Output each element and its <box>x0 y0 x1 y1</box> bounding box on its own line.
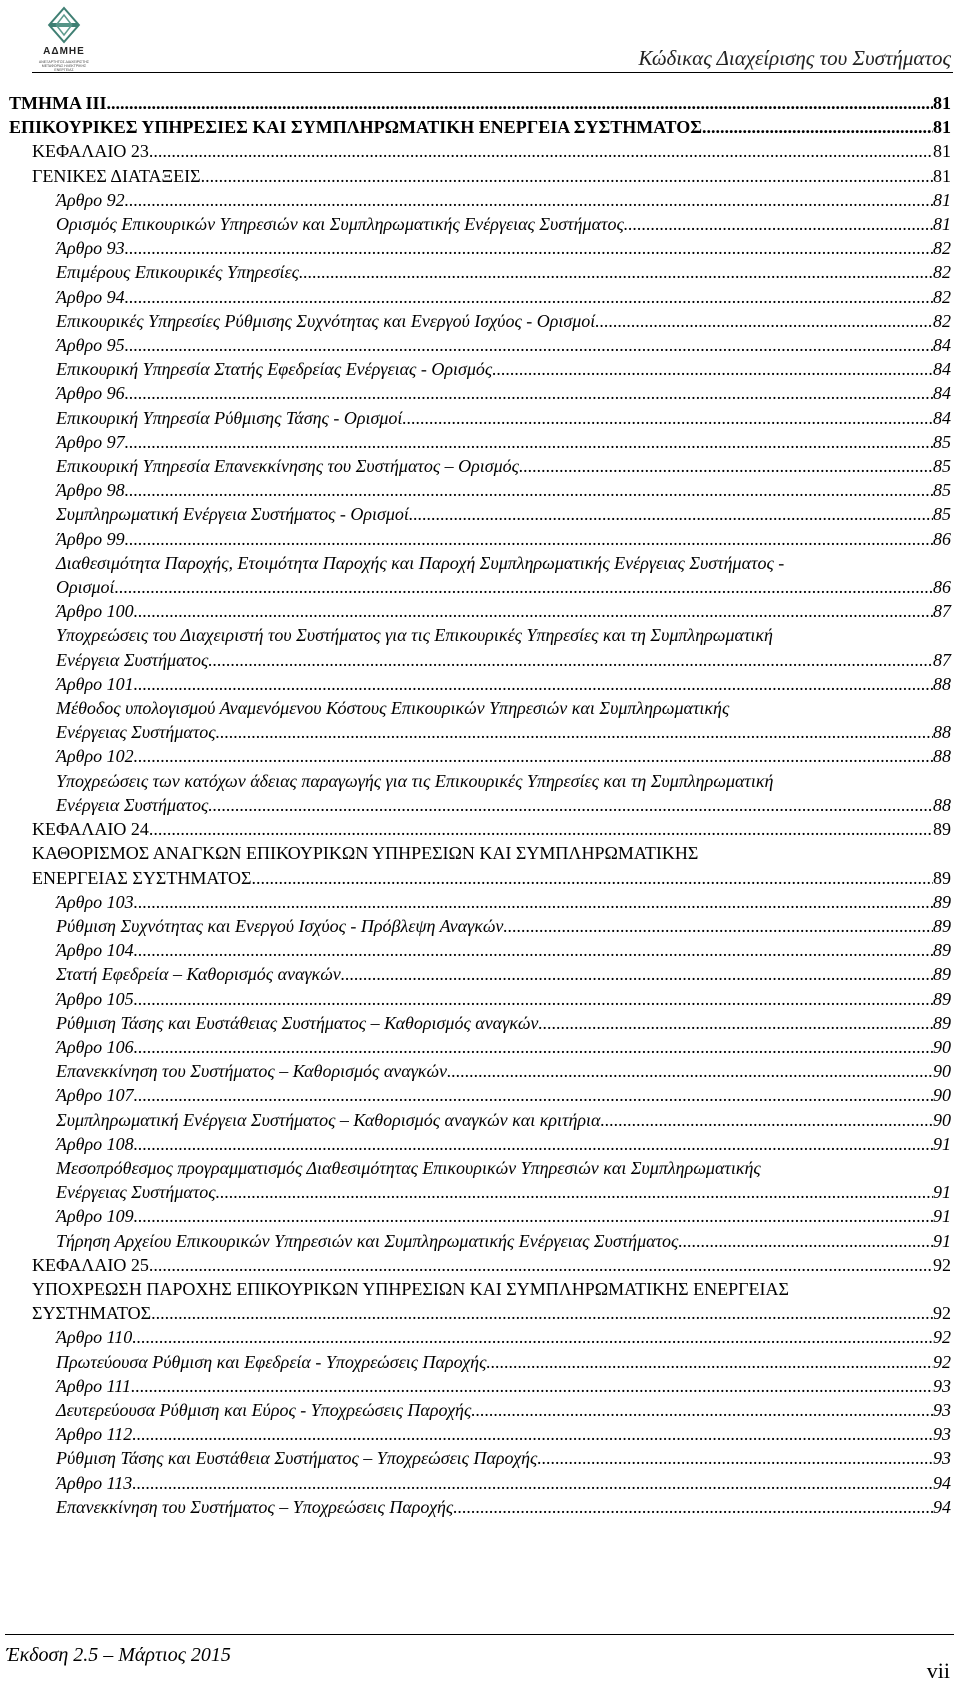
toc-entry-page: 82 <box>933 286 951 307</box>
toc-entry-title: ΣΥΣΤΗΜΑΤΟΣ <box>32 1303 152 1324</box>
toc-entry-title: Άρθρο 95 <box>56 335 125 356</box>
toc-entry-title-line: ΥΠΟΧΡΕΩΣΗ ΠΑΡΟΧΗΣ ΕΠΙΚΟΥΡΙΚΩΝ ΥΠΗΡΕΣΙΩΝ ΚΑΙ ΣΥΜΠΛΗΡΩΜΑΤΙΚΗΣ ΕΝΕΡΓΕΙΑΣ <box>32 1278 790 1299</box>
toc-entry[interactable] <box>9 817 951 841</box>
toc-entry-title: Άρθρο 100 <box>56 601 134 622</box>
dot-leader <box>216 720 933 744</box>
toc-entry[interactable] <box>9 987 951 1011</box>
header-divider <box>32 72 953 73</box>
toc-entry-title: Τήρηση Αρχείου Επικουρικών Υπηρεσιών και Συμπληρωματικής Ενέργειας Συστήματος <box>56 1230 679 1251</box>
toc-entry[interactable] <box>9 236 951 260</box>
dot-leader <box>402 406 933 430</box>
toc-entry-page: 91 <box>933 1182 951 1203</box>
dot-leader <box>134 1083 933 1107</box>
logo-mark-icon <box>47 6 81 44</box>
dot-leader <box>125 188 933 212</box>
toc-entry[interactable] <box>9 406 951 430</box>
toc-entry-page: 88 <box>933 794 951 815</box>
toc-entry-title: Επανεκκίνηση του Συστήματος – Υποχρεώσεις Παροχής <box>56 1496 454 1517</box>
toc-entry-page: 93 <box>933 1399 951 1420</box>
toc-entry-title: Επικουρικές Υπηρεσίες Ρύθμισης Συχνότητας και Ενεργού Ισχύος - Ορισμοί <box>56 310 596 331</box>
toc-entry-title-line: Μεσοπρόθεσμος προγραμματισμός Διαθεσιμότητας Επικουρικών Υπηρεσιών και Συμπληρωματικής <box>56 1157 761 1178</box>
toc-entry-title-line: Υποχρεώσεις του Διαχειριστή του Συστήματος για τις Επικουρικές Υπηρεσίες και τη Συμπληρωματική <box>56 625 773 646</box>
dot-leader <box>208 648 933 672</box>
toc-entry[interactable] <box>9 115 951 139</box>
toc-entry[interactable] <box>9 890 951 914</box>
toc-entry-page: 92 <box>933 1327 951 1348</box>
toc-entry-page: 90 <box>933 1061 951 1082</box>
toc-entry-page: 81 <box>933 141 951 162</box>
toc-entry[interactable] <box>9 454 951 478</box>
toc-entry[interactable] <box>9 430 951 454</box>
toc-entry[interactable] <box>9 1471 951 1495</box>
dot-leader <box>624 212 933 236</box>
toc-entry[interactable] <box>9 962 951 986</box>
toc-entry-title: Συμπληρωματική Ενέργεια Συστήματος - Ορισμοί <box>56 504 409 525</box>
toc-entry-title-line: Υποχρεώσεις των κατόχων άδειας παραγωγής για τις Επικουρικές Υπηρεσίες και τη Συμπληρωματική <box>56 770 774 791</box>
dot-leader <box>216 1180 933 1204</box>
toc-entry[interactable] <box>9 1350 951 1374</box>
toc-entry-title: Άρθρο 101 <box>56 673 134 694</box>
toc-entry-title: Συμπληρωματική Ενέργεια Συστήματος – Καθορισμός αναγκών και κριτήρια <box>56 1109 601 1130</box>
toc-entry-page: 89 <box>933 1012 951 1033</box>
dot-leader <box>131 1374 933 1398</box>
toc-entry-title: Άρθρο 105 <box>56 988 134 1009</box>
toc-entry[interactable] <box>9 1204 951 1228</box>
toc-entry-title: Ενέργειας Συστήματος <box>56 722 216 743</box>
toc-entry-page: 81 <box>933 117 951 138</box>
toc-entry[interactable] <box>9 744 951 768</box>
toc-entry-title: Άρθρο 92 <box>56 189 125 210</box>
toc-entry-page: 84 <box>933 407 951 428</box>
toc-entry[interactable] <box>9 1035 951 1059</box>
toc-entry-page: 93 <box>933 1448 951 1469</box>
toc-entry-page: 89 <box>933 964 951 985</box>
dot-leader <box>115 575 933 599</box>
toc-entry-page: 93 <box>933 1424 951 1445</box>
page-header <box>0 0 960 76</box>
toc-entry-page: 81 <box>933 214 951 235</box>
toc-entry[interactable] <box>9 1398 951 1422</box>
dot-leader <box>453 1495 933 1519</box>
toc-entry[interactable] <box>9 1108 951 1132</box>
toc-entry-title-line: Διαθεσιμότητα Παροχής, Ετοιμότητα Παροχής και Παροχή Συμπληρωματικής Ενέργειας Συστήματος - <box>56 552 785 573</box>
toc-entry-title: Επιμέρους Επικουρικές Υπηρεσίες <box>56 262 299 283</box>
dot-leader <box>447 1059 933 1083</box>
toc-entry-title: Άρθρο 110 <box>56 1327 133 1348</box>
toc-entry[interactable] <box>9 1446 951 1470</box>
toc-entry-title: Ορισμοί <box>56 577 115 598</box>
edition-label: Έκδοση 2.5 – Μάρτιος 2015 <box>6 1644 231 1666</box>
toc-entry[interactable] <box>9 285 951 309</box>
dot-leader <box>149 139 933 163</box>
dot-leader <box>601 1108 934 1132</box>
toc-entry-title: Άρθρο 102 <box>56 746 134 767</box>
toc-entry-page: 81 <box>933 189 951 210</box>
toc-entry[interactable] <box>9 1374 951 1398</box>
toc-entry[interactable] <box>9 188 951 212</box>
dot-leader <box>537 1446 933 1470</box>
dot-leader <box>125 527 933 551</box>
toc-entry-title: Άρθρο 109 <box>56 1206 134 1227</box>
toc-entry[interactable] <box>9 139 951 163</box>
dot-leader <box>252 866 934 890</box>
toc-entry-page: 94 <box>933 1472 951 1493</box>
toc-entry-title: Άρθρο 93 <box>56 238 125 259</box>
toc-entry-page: 89 <box>933 891 951 912</box>
toc-entry[interactable] <box>9 212 951 236</box>
toc-entry-title-line: Μέθοδος υπολογισμού Αναμενόμενου Κόστους Επικουρικών Υπηρεσιών και Συμπληρωματικής <box>56 698 730 719</box>
dot-leader <box>538 1011 933 1035</box>
toc-entry[interactable] <box>9 502 951 526</box>
dot-leader <box>471 1398 933 1422</box>
dot-leader <box>125 381 933 405</box>
toc-entry[interactable] <box>9 1059 951 1083</box>
toc-entry[interactable] <box>9 91 951 115</box>
toc-entry[interactable] <box>9 1422 951 1446</box>
toc-entry[interactable] <box>9 672 951 696</box>
toc-entry-title: Άρθρο 98 <box>56 480 125 501</box>
dot-leader <box>519 454 933 478</box>
toc-entry-title: ΕΠΙΚΟΥΡΙΚΕΣ ΥΠΗΡΕΣΙΕΣ ΚΑΙ ΣΥΜΠΛΗΡΩΜΑΤΙΚΗ ΕΝΕΡΓΕΙΑ ΣΥΣΤΗΜΑΤΟΣ <box>9 117 702 138</box>
dot-leader <box>134 1035 933 1059</box>
toc-entry-title: Άρθρο 112 <box>56 1424 133 1445</box>
toc-entry[interactable] <box>9 551 951 599</box>
toc-entry-title: ΤΜΗΜΑ ΙΙΙ <box>9 93 107 113</box>
toc-entry-title: Ορισμός Επικουρικών Υπηρεσιών και Συμπληρωματικής Ενέργειας Συστήματος <box>56 214 624 235</box>
toc-entry-title: Άρθρο 111 <box>56 1375 131 1396</box>
toc-entry-title: Ενέργεια Συστήματος <box>56 649 209 670</box>
toc-entry[interactable] <box>9 1229 951 1253</box>
toc-entry[interactable] <box>9 1011 951 1035</box>
dot-leader <box>341 962 933 986</box>
table-of-contents <box>9 91 951 1519</box>
dot-leader <box>134 938 933 962</box>
toc-entry[interactable] <box>9 478 951 502</box>
dot-leader <box>107 91 933 115</box>
dot-leader <box>299 260 933 284</box>
dot-leader <box>132 1422 933 1446</box>
dot-leader <box>134 599 933 623</box>
toc-entry-page: 85 <box>933 456 951 477</box>
toc-entry[interactable] <box>9 1277 951 1325</box>
toc-entry-title: Ρύθμιση Συχνότητας και Ενεργού Ισχύος - Πρόβλεψη Αναγκών <box>56 915 504 936</box>
toc-entry[interactable] <box>9 164 951 188</box>
toc-entry[interactable] <box>9 623 951 671</box>
toc-entry-title: Άρθρο 103 <box>56 891 134 912</box>
toc-entry[interactable] <box>9 527 951 551</box>
toc-entry-title-line: ΚΑΘΟΡΙΣΜΟΣ ΑΝΑΓΚΩΝ ΕΠΙΚΟΥΡΙΚΩΝ ΥΠΗΡΕΣΙΩΝ ΚΑΙ ΣΥΜΠΛΗΡΩΜΑΤΙΚΗΣ <box>32 843 699 864</box>
dot-leader <box>486 1350 933 1374</box>
toc-entry-page: 85 <box>933 431 951 452</box>
toc-entry-page: 91 <box>933 1133 951 1154</box>
logo-name: ΑΔΜΗΕ <box>43 46 85 57</box>
dot-leader <box>702 115 933 139</box>
toc-entry[interactable] <box>9 309 951 333</box>
toc-entry-page: 85 <box>933 480 951 501</box>
toc-entry-page: 89 <box>933 940 951 961</box>
toc-entry-title: Επανεκκίνηση του Συστήματος – Καθορισμός αναγκών <box>56 1061 447 1082</box>
toc-entry-page: 81 <box>933 93 951 113</box>
dot-leader <box>134 744 933 768</box>
toc-entry-title: Άρθρο 107 <box>56 1085 134 1106</box>
toc-entry-page: 90 <box>933 1036 951 1057</box>
toc-entry[interactable] <box>9 1325 951 1349</box>
toc-entry-title: Ρύθμιση Τάσης και Ευστάθεια Συστήματος – Υποχρεώσεις Παροχής <box>56 1448 538 1469</box>
dot-leader <box>132 1325 933 1349</box>
toc-entry-page: 89 <box>933 988 951 1009</box>
dot-leader <box>409 502 933 526</box>
toc-entry-page: 86 <box>933 577 951 598</box>
dot-leader <box>134 672 933 696</box>
dot-leader <box>132 1471 933 1495</box>
dot-leader <box>125 333 933 357</box>
toc-entry-page: 92 <box>933 1254 951 1275</box>
toc-entry-page: 84 <box>933 383 951 404</box>
toc-entry-page: 82 <box>933 238 951 259</box>
toc-entry-title: Στατή Εφεδρεία – Καθορισμός αναγκών <box>56 964 341 985</box>
toc-entry-title: Άρθρο 106 <box>56 1036 134 1057</box>
toc-entry[interactable] <box>9 696 951 744</box>
toc-entry-page: 90 <box>933 1109 951 1130</box>
toc-entry-page: 89 <box>933 915 951 936</box>
toc-entry-title: Επικουρική Υπηρεσία Ρύθμισης Τάσης - Ορισμοί <box>56 407 403 428</box>
toc-entry-page: 82 <box>933 262 951 283</box>
toc-entry[interactable] <box>9 1156 951 1204</box>
toc-entry[interactable] <box>9 333 951 357</box>
toc-entry[interactable] <box>9 1253 951 1277</box>
toc-entry-page: 91 <box>933 1230 951 1251</box>
toc-entry-title: Άρθρο 96 <box>56 383 125 404</box>
toc-entry-page: 87 <box>933 649 951 670</box>
admie-logo <box>34 6 94 72</box>
toc-entry[interactable] <box>9 381 951 405</box>
page-number: vii <box>926 1658 950 1683</box>
dot-leader <box>125 285 933 309</box>
toc-entry-page: 84 <box>933 359 951 380</box>
toc-entry[interactable] <box>9 938 951 962</box>
toc-entry-page: 84 <box>933 335 951 356</box>
toc-entry-page: 82 <box>933 310 951 331</box>
toc-entry[interactable] <box>9 357 951 381</box>
toc-entry-title: ΕΝΕΡΓΕΙΑΣ ΣΥΣΤΗΜΑΤΟΣ <box>32 867 252 888</box>
toc-entry-title: ΚΕΦΑΛΑΙΟ 25 <box>32 1254 149 1275</box>
dot-leader <box>201 164 933 188</box>
dot-leader <box>134 1132 933 1156</box>
dot-leader <box>149 817 933 841</box>
footer-divider <box>5 1634 954 1635</box>
dot-leader <box>149 1253 933 1277</box>
toc-entry-page: 88 <box>933 746 951 767</box>
toc-entry-title: Ενέργειας Συστήματος <box>56 1182 216 1203</box>
dot-leader <box>595 309 933 333</box>
dot-leader <box>151 1301 933 1325</box>
dot-leader <box>492 357 933 381</box>
toc-entry-title: ΚΕΦΑΛΑΙΟ 24 <box>32 819 149 840</box>
toc-entry[interactable] <box>9 841 951 889</box>
dot-leader <box>503 914 933 938</box>
toc-entry-page: 89 <box>933 867 951 888</box>
toc-entry-page: 91 <box>933 1206 951 1227</box>
toc-entry-title: Άρθρο 97 <box>56 431 125 452</box>
toc-entry-page: 92 <box>933 1351 951 1372</box>
toc-entry-page: 88 <box>933 722 951 743</box>
toc-entry-title: Άρθρο 99 <box>56 528 125 549</box>
dot-leader <box>125 236 933 260</box>
toc-entry-title: Δευτερεύουσα Ρύθμιση και Εύρος - Υποχρεώσεις Παροχής <box>56 1399 472 1420</box>
toc-entry-title: Επικουρική Υπηρεσία Επανεκκίνησης του Συστήματος – Ορισμός <box>56 456 519 477</box>
toc-entry-title: ΓΕΝΙΚΕΣ ΔΙΑΤΑΞΕΙΣ <box>32 165 201 186</box>
dot-leader <box>134 890 933 914</box>
dot-leader <box>678 1229 933 1253</box>
toc-entry-title: Άρθρο 108 <box>56 1133 134 1154</box>
dot-leader <box>134 987 933 1011</box>
toc-entry-title: Επικουρική Υπηρεσία Στατής Εφεδρείας Ενέργειας - Ορισμός <box>56 359 493 380</box>
toc-entry-page: 85 <box>933 504 951 525</box>
toc-entry[interactable] <box>9 260 951 284</box>
toc-entry-page: 94 <box>933 1496 951 1517</box>
toc-entry-title: Ρύθμιση Τάσης και Ευστάθειας Συστήματος – Καθορισμός αναγκών <box>56 1012 539 1033</box>
toc-entry[interactable] <box>9 769 951 817</box>
toc-entry-page: 90 <box>933 1085 951 1106</box>
toc-entry-page: 93 <box>933 1375 951 1396</box>
toc-entry[interactable] <box>9 1132 951 1156</box>
toc-entry-title: Πρωτεύουσα Ρύθμιση και Εφεδρεία - Υποχρεώσεις Παροχής <box>56 1351 487 1372</box>
toc-entry-page: 81 <box>933 165 951 186</box>
document-title: Κώδικας Διαχείρισης του Συστήματος <box>638 46 951 70</box>
toc-entry[interactable] <box>9 1495 951 1519</box>
toc-entry-title: ΚΕΦΑΛΑΙΟ 23 <box>32 141 149 162</box>
toc-entry[interactable] <box>9 1083 951 1107</box>
toc-entry-page: 89 <box>933 819 951 840</box>
toc-entry-title: Ενέργεια Συστήματος <box>56 794 209 815</box>
toc-entry-page: 88 <box>933 673 951 694</box>
toc-entry-title: Άρθρο 104 <box>56 940 134 961</box>
dot-leader <box>125 430 933 454</box>
logo-subtitle: ΑΝΕΞΑΡΤΗΤΟΣ ΔΙΑΧΕΙΡΙΣΤΗΣ ΜΕΤΑΦΟΡΑΣ ΗΛΕΚΤΡΙΚΗΣ ΕΝΕΡΓΕΙΑΣ <box>38 60 90 72</box>
toc-entry-title: Άρθρο 94 <box>56 286 125 307</box>
dot-leader <box>134 1204 933 1228</box>
toc-entry-title: Άρθρο 113 <box>56 1472 133 1493</box>
toc-entry[interactable] <box>9 914 951 938</box>
dot-leader <box>208 793 933 817</box>
toc-entry-page: 87 <box>933 601 951 622</box>
toc-entry-page: 86 <box>933 528 951 549</box>
toc-entry[interactable] <box>9 599 951 623</box>
toc-entry-page: 92 <box>933 1303 951 1324</box>
dot-leader <box>125 478 933 502</box>
